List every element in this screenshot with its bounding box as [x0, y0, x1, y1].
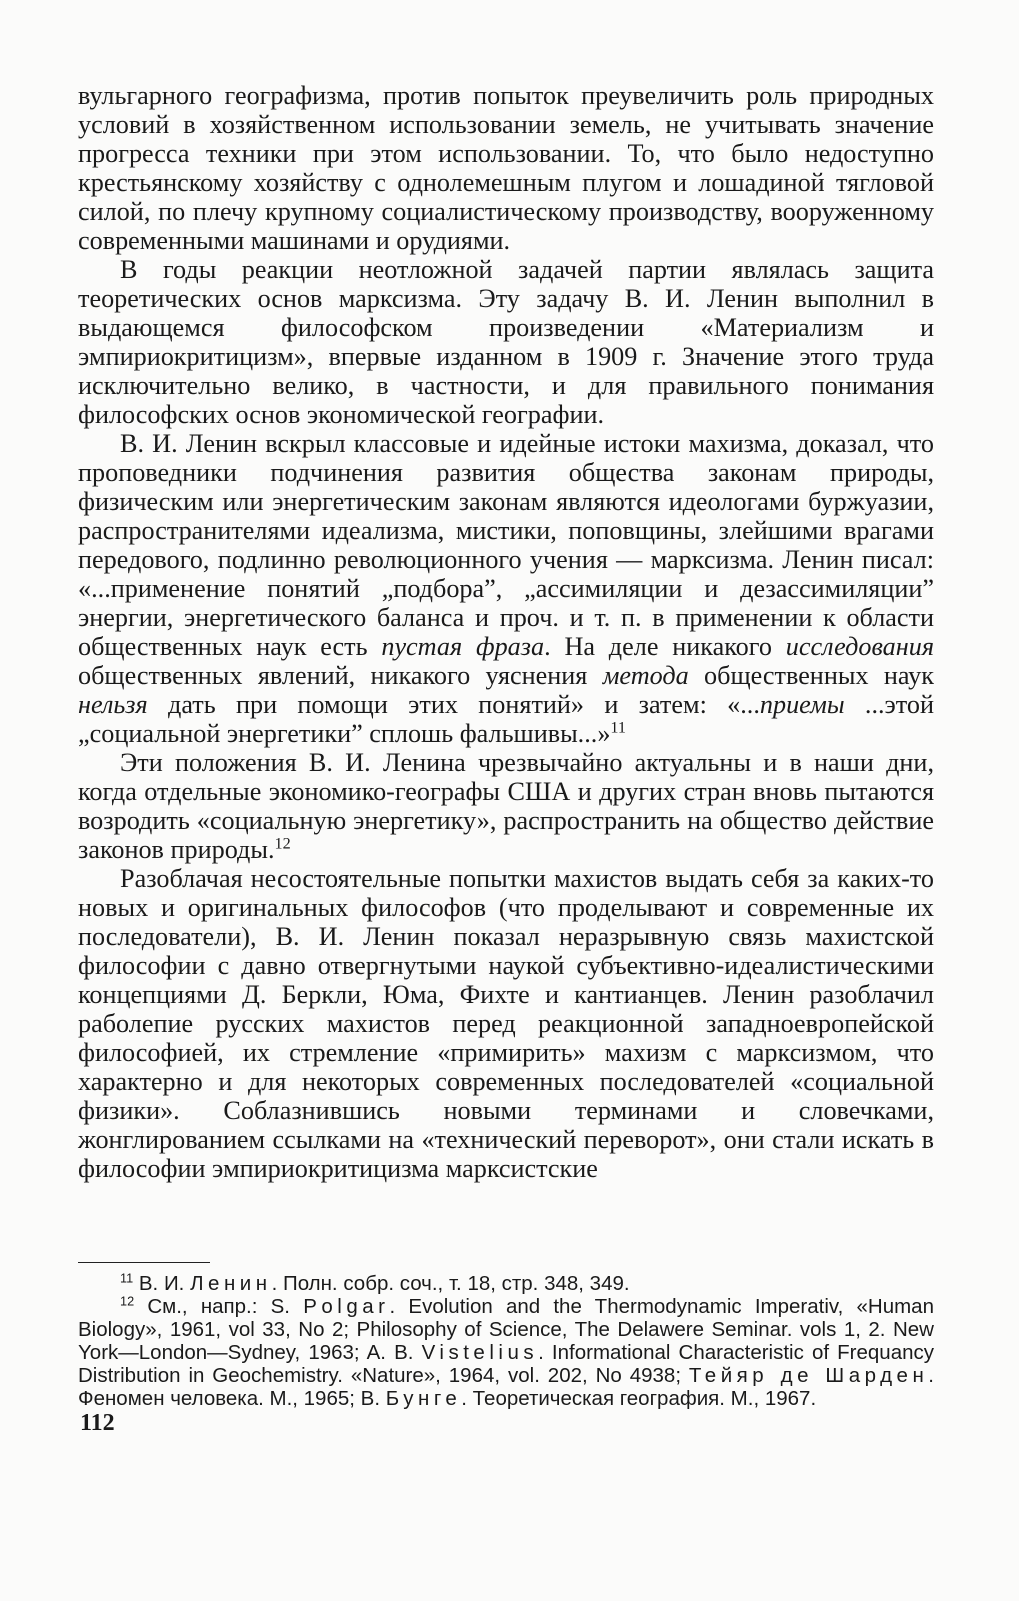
text-run: . Evolution and the Thermodynamic Imperativ, «Human Biology», 1961, vol 33, No 2; Philosophy of Science, The Delawere Seminar. vols 1, 2. New York—London—Sydney, 1963; A. B.: [78, 1295, 934, 1364]
text-run: Эти положения В. И. Ленина чрезвычайно актуальны и в наши дни, когда отдельные экономико-географы США и других стран вновь пытаются возродить «социальную энергетику», распространить на общество действие законов природы.: [78, 748, 934, 864]
author-name: Бунге: [385, 1387, 462, 1410]
footnotes: [78, 1272, 934, 1410]
italic-text: исследования: [785, 632, 934, 661]
text-run: . Полн. собр. соч., т. 18, стр. 348, 349.: [271, 1272, 630, 1295]
text-run: . Феномен человека. М., 1965; В.: [78, 1364, 934, 1410]
footnote: [78, 1272, 934, 1295]
paragraph: [78, 255, 934, 429]
author-name: Polgar: [303, 1295, 390, 1318]
author-name: Ленин: [190, 1272, 272, 1295]
page-number: 112: [80, 1410, 115, 1436]
italic-text: пустая фраза: [381, 632, 545, 661]
paragraph: [78, 429, 934, 748]
text-run: В. И.: [133, 1272, 191, 1295]
text-run: В годы реакции неотложной задачей партии являлась защита теоретических основ марксизма. Эту задачу В. И. Ленин выполнил в выдающемся философском произведении «Материализм и эмпириокритицизм», впервые изданном в 1909 г. Значение этого труда исключительно велико, в частности, и для правильного понимания философских основ экономической географии.: [78, 255, 934, 429]
text-run: общественных явлений, никакого уяснения: [78, 661, 603, 690]
text-run: . Теоретическая география. М., 1967.: [461, 1387, 817, 1410]
italic-text: нельзя: [78, 690, 148, 719]
text-run: . Informational Characteristic of Frequancy Distribution in Geochemistry. «Nature», 1964, vol. 202, No 4938;: [78, 1341, 935, 1387]
text-run: Разоблачая несостоятельные попытки махистов выдать себя за каких-то новых и оригинальных философов (что проделывают и современные их последователи), В. И. Ленин показал неразрывную связь махистской философии с давно отвергнутыми наукой субъективно-идеалистическими концепциями Д. Беркли, Юма, Фихте и кантианцев. Ленин разоблачил раболепие русских махистов перед реакционной западноевропейской философией, их стремление «примирить» махизм с марксизмом, что характерно и для некоторых современных последователей «социальной физики». Соблазнившись новыми терминами и словечками, жонглированием ссылками на «технический переворот», они стали искать в философии эмпириокритицизма марксистские: [78, 864, 934, 1183]
footnote-separator: [78, 1262, 210, 1263]
text-run: вульгарного географизма, против попыток преувеличить роль природных условий в хозяйственном использовании земель, не учитывать значение прогресса техники при этом использовании. То, что было недоступно крестьянскому хозяйству с однолемешным плугом и лошадиной тягловой силой, по плечу крупному социалистическому производству, вооруженному современными машинами и орудиями.: [78, 81, 934, 255]
footnote-ref: 12: [120, 1293, 135, 1309]
paragraph: [78, 81, 934, 255]
author-name: Vistelius: [421, 1341, 539, 1364]
text-run: См., напр.: S.: [134, 1295, 304, 1318]
author-name: Тейяр де Шарден: [688, 1364, 929, 1387]
footnote-ref: 11: [610, 718, 627, 737]
text-run: дать при помощи этих понятий» и затем: «...: [147, 690, 760, 719]
footnote-ref: 11: [120, 1270, 134, 1286]
paragraph: [78, 864, 934, 1183]
footnote: [78, 1295, 934, 1410]
text-run: . На деле никакого: [544, 632, 786, 661]
paragraph: [78, 748, 934, 864]
main-text: [78, 81, 934, 1183]
text-run: ...этой „социальной энергетики” сплошь фальшивы...»: [78, 690, 934, 748]
italic-text: приемы: [759, 690, 845, 719]
text-run: общественных наук: [688, 661, 935, 690]
italic-text: метода: [602, 661, 689, 690]
footnote-ref: 12: [274, 834, 291, 853]
text-run: В. И. Ленин вскрыл классовые и идейные истоки махизма, доказал, что проповедники подчинения развития общества законам природы, физическим или энергетическим законам являются идеологами буржуазии, распространителями идеализма, мистики, поповщины, злейшими врагами передового, подлинно революционного учения — марксизма. Ленин писал: «...применение понятий „подбора”, „ассимиляции и дезассимиляции” энергии, энергетического баланса и проч. и т. п. в применении к области общественных наук есть: [78, 429, 934, 661]
